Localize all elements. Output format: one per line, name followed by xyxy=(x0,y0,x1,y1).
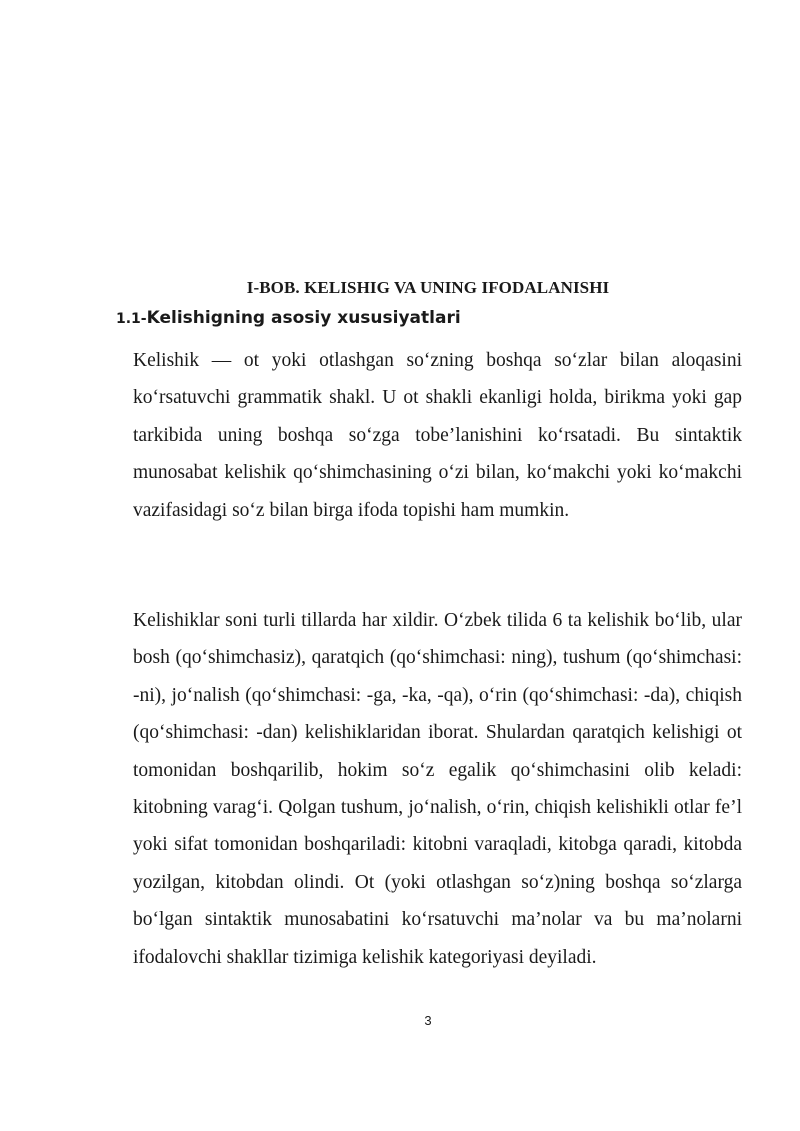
section-heading xyxy=(116,308,461,328)
paragraph-case-count: Kelishiklar soni turli tillarda har xildir. O‘zbek tilida 6 ta kelishik bo‘lib, ular bosh (qo‘shimchasiz), qaratqich (qo‘shimchasi: ning), tushum (qo‘shimchasi: -ni), jo‘nalish (qo‘shimchasi: -ga, -ka, -qa), o‘rin (qo‘shimchasi: -da), chiqish (qo‘shimchasi: -dan) kelishiklaridan iborat. Shulardan qaratqich kelishigi ot tomonidan boshqarilib, hokim so‘z egalik qo‘shimchasini olib keladi: kitobning varag‘i. Qolgan tushum, jo‘nalish, o‘rin, chiqish kelishikli otlar fe’l yoki sifat tomonidan boshqariladi: kitobni varaqladi, kitobga qaradi, kitobda yozilgan, kitobdan olindi. Ot (yoki otlashgan so‘z)ning boshqa so‘zlarga bo‘lgan sintaktik munosabatini ko‘rsatuvchi ma’nolar va bu ma’nolarni ifodalovchi shakllar tizimiga kelishik kategoriyasi deyiladi. xyxy=(133,610,742,968)
chapter-title: I-BOB. KELISHIG VA UNING IFODALANISHI xyxy=(246,278,610,297)
section-number: 1.1- xyxy=(116,311,147,327)
page-number: 3 xyxy=(424,1013,432,1028)
paragraph-definition: Kelishik — ot yoki otlashgan so‘zning boshqa so‘zlar bilan aloqasini ko‘rsatuvchi grammatik shakl. U ot shakli ekanligi holda, birikma yoki gap tarkibida uning boshqa so‘zga tobe’lanishini ko‘rsatadi. Bu sintaktik munosabat kelishik qo‘shimchasining o‘zi bilan, ko‘makchi yoki ko‘makchi vazifasidagi so‘z bilan birga ifoda topishi ham mumkin. xyxy=(133,350,742,521)
section-title: Kelishigning asosiy xususiyatlari xyxy=(146,308,461,328)
